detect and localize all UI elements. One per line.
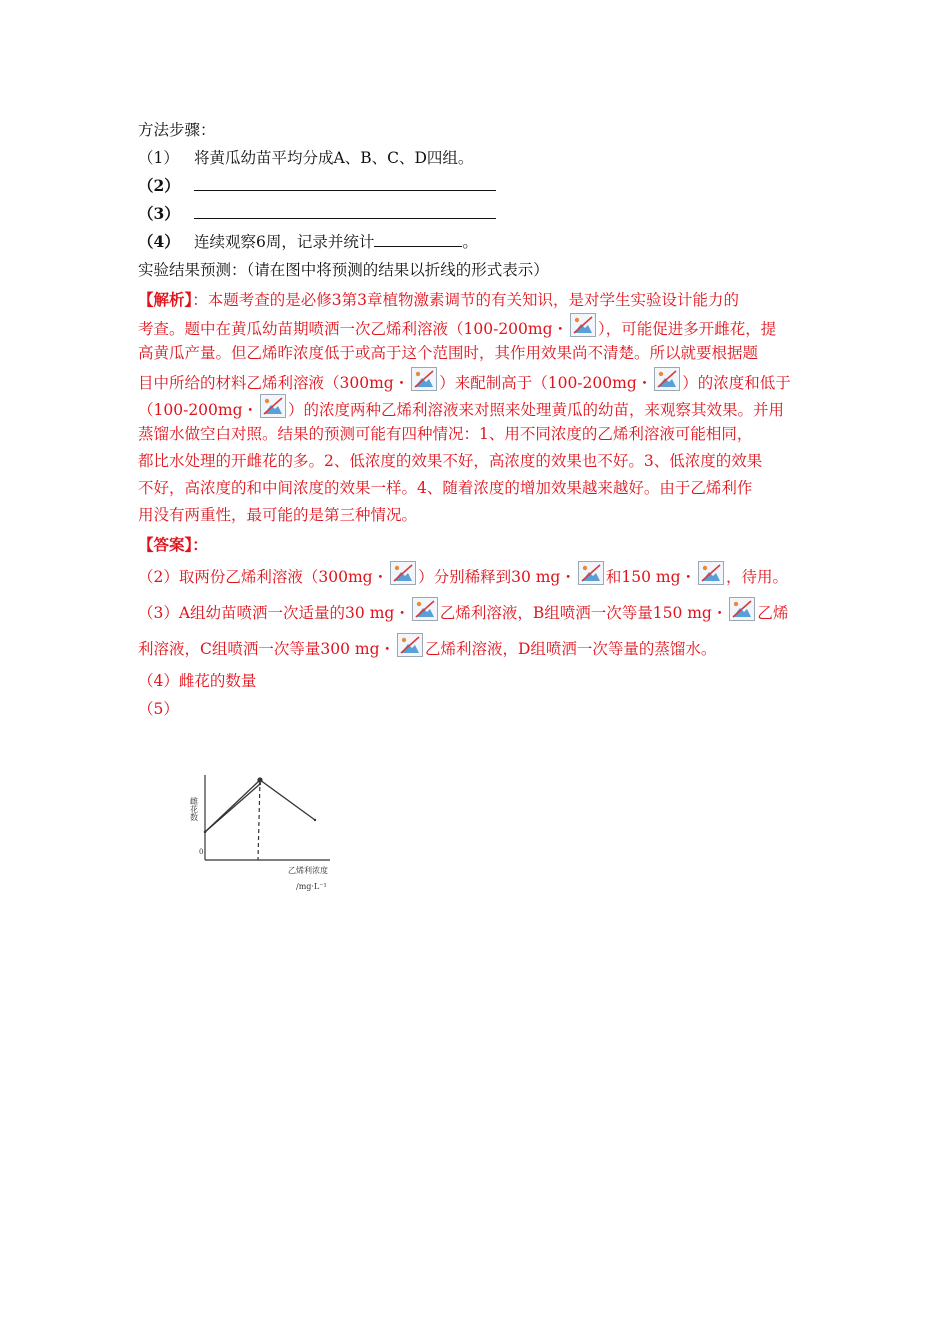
step-number: （2） [138, 176, 180, 195]
answer-blank[interactable] [374, 229, 462, 247]
answer-item-5: （5） [138, 700, 179, 718]
broken-image-icon [260, 394, 286, 418]
analysis-row: 目中所给的材料乙烯利溶液（300mg・ ）来配制高于（100-200mg・ ）的浓度和低于 [138, 367, 818, 394]
x-axis-label: 乙烯利浓度 [288, 866, 328, 875]
step-suffix: 。 [462, 233, 478, 251]
answer-row: （3）A组幼苗喷洒一次适量的30 mg・ 乙烯利溶液，B组喷洒一次等量150 mg・ 乙烯 [138, 595, 818, 631]
analysis-row: 蒸馏水做空白对照。结果的预测可能有四种情况：1、用不同浓度的乙烯利溶液可能相同， [138, 425, 753, 443]
answer-blank[interactable] [194, 173, 496, 191]
step-3 [138, 200, 818, 228]
answer-item-4: （4）雌花的数量 [138, 672, 257, 690]
answer-label: 【答案】 [138, 535, 193, 554]
answer-block [138, 531, 818, 667]
step-number: （1） [138, 149, 179, 167]
series-line-2 [205, 784, 260, 832]
analysis-block [138, 286, 818, 529]
step-text: 连续观察6周，记录并统计 [194, 233, 375, 251]
analysis-row: 高黄瓜产量。但乙烯昨浓度低于或高于这个范围时，其作用效果尚不清楚。所以就要根据题 [138, 344, 759, 362]
analysis-row: 不好，高浓度的和中间浓度的效果一样。4、随着浓度的增加效果越来越好。由于乙烯利作 [138, 479, 753, 497]
broken-image-icon [412, 597, 438, 621]
answer-heading: 【答案】： [138, 535, 208, 554]
analysis-row: （100-200mg・ ）的浓度两种乙烯利溶液来对照来处理黄瓜的幼苗，来观察其效果。并用 [138, 394, 818, 421]
answer-blank[interactable] [194, 201, 496, 219]
broken-image-icon [578, 561, 604, 585]
step-text: 将黄瓜幼苗平均分成A、B、C、D四组。 [194, 149, 474, 167]
analysis-row: 【解析】：本题考查的是必修3第3章植物激素调节的有关知识，是对学生实验设计能力的 [138, 290, 739, 309]
data-point [314, 819, 316, 821]
step-number: （4） [138, 232, 180, 251]
broken-image-icon [411, 367, 437, 391]
analysis-row: 用没有两重性，最可能的是第三种情况。 [138, 506, 418, 524]
prediction-text: 实验结果预测：（请在图中将预测的结果以折线的形式表示） [138, 261, 549, 279]
broken-image-icon [729, 597, 755, 621]
data-point [204, 831, 206, 833]
document-body [138, 116, 818, 723]
step-2 [138, 172, 818, 200]
broken-image-icon [390, 561, 416, 585]
answer-row: 利溶液，C组喷洒一次等量300 mg・ 乙烯利溶液，D组喷洒一次等量的蒸馏水。 [138, 631, 818, 667]
result-line-chart [190, 765, 350, 900]
broken-image-icon [570, 313, 596, 337]
step-4 [138, 228, 818, 256]
peak-dashed-line [258, 780, 260, 860]
broken-image-icon [397, 633, 423, 657]
x-axis-unit: /mg·L⁻¹ [296, 882, 327, 891]
answer-row: （2）取两份乙烯利溶液（300mg・ ）分别稀释到30 mg・ 和150 mg・ ，待用。 [138, 559, 818, 595]
analysis-row: 考查。题中在黄瓜幼苗期喷洒一次乙烯利溶液（100-200mg・ ），可能促进多开雌花，提 [138, 313, 818, 340]
step-number: （3） [138, 204, 180, 223]
broken-image-icon [698, 561, 724, 585]
step-1 [138, 144, 818, 172]
steps-title: 方法步骤： [138, 121, 216, 139]
analysis-label: 【解析】 [138, 290, 193, 309]
broken-image-icon [654, 367, 680, 391]
y-axis-label: 雌花数 [190, 797, 199, 821]
origin-label: 0 [199, 848, 204, 856]
analysis-row: 都比水处理的开雌花的多。2、低浓度的效果不好，高浓度的效果也不好。3、低浓度的效果 [138, 452, 763, 470]
